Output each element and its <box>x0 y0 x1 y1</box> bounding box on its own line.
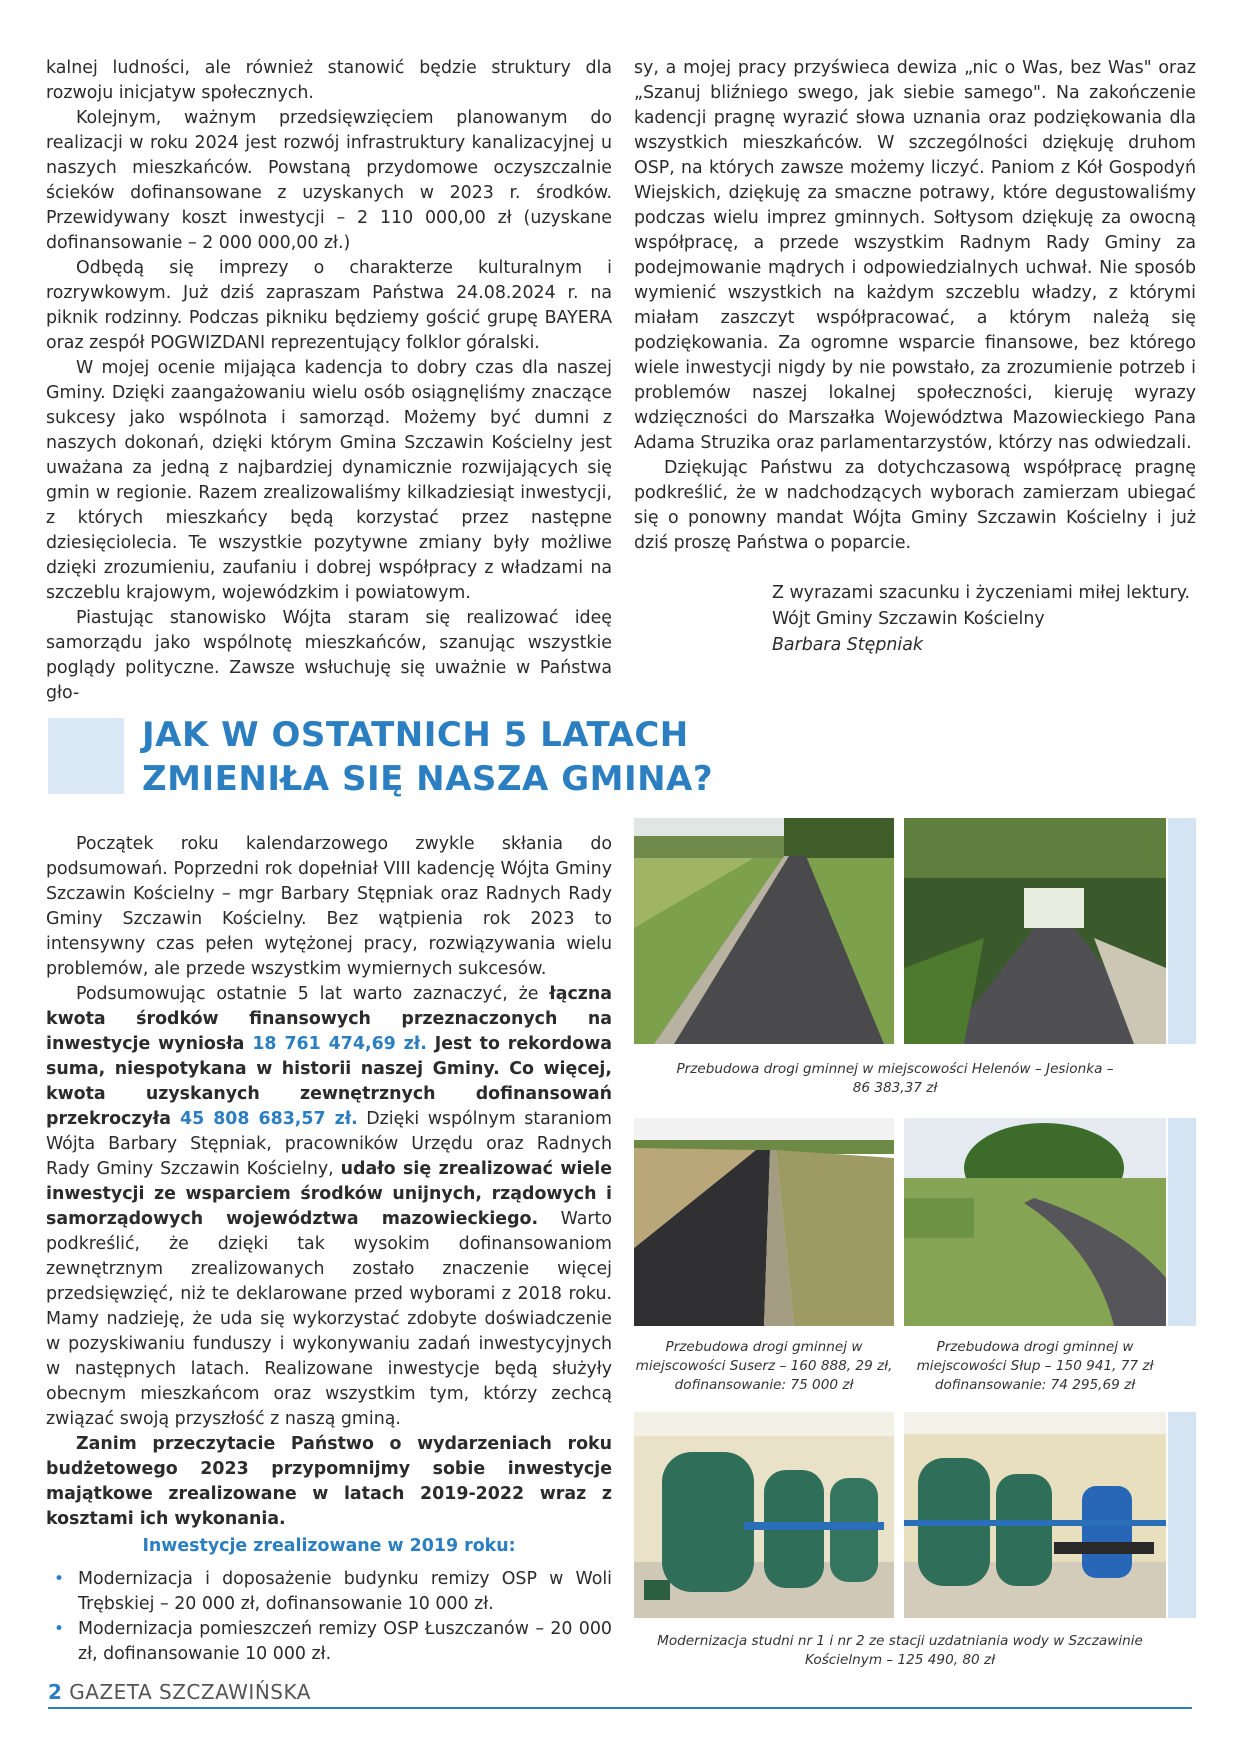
list-item: • Modernizacja i doposażenie budynku remizy OSP w Woli Trębskiej – 20 000 zł, dofinansowanie 10 000 zł. <box>46 1567 612 1617</box>
signature-greeting: Z wyrazami szacunku i życzeniami miłej lektury. <box>772 583 1191 603</box>
photo-stripe <box>1168 818 1196 1044</box>
photo-caption: Modernizacja studni nr 1 i nr 2 ze stacji uzdatniania wody w Szczawinie Kościelnym – 125 490, 80 zł <box>657 1633 1143 1668</box>
footer-divider <box>48 1707 1192 1709</box>
text: Podsumowując ostatnie 5 lat warto zaznaczyć, że <box>76 984 550 1004</box>
road-photo-helenow-2 <box>904 818 1166 1044</box>
road-photo-suserz <box>634 1118 894 1326</box>
road-photo-slup <box>904 1118 1166 1326</box>
text: Warto podkreślić, że dzięki tak wysokim dofinansowaniom zewnętrznym zrealizowanych zostało znaczenie więcej przedsięwzięć, niż te deklarowane przed wyborami z 2018 roku. Mamy nadzieję, że uda się wykorzystać zdobyte doświadczenie w pozyskiwaniu funduszy i wykonywaniu zadań inwestycyjnych w następnych latach. Realizowane inwestycje będą służyły obecnym mieszkańcom oraz wszystkim tym, którzy zechcą związać swoją przyszłość z naszą gminą. <box>46 1209 612 1429</box>
right-column-top <box>634 56 1196 556</box>
text: Dzięki wspólnym staraniom Wójta Barbary Stępniak, pracowników Urzędu oraz Radnych Rady Gminy Szczawin Kościelny, <box>46 1109 612 1179</box>
paragraph: Dziękując Państwu za dotychczasową współpracę pragnę podkreślić, że w nadchodzących wyborach zamierzam ubiegać się o ponowny mandat Wójta Gminy Szczawin Kościelny i już dziś proszę Państwa o poparcie. <box>634 458 1196 553</box>
photo-caption: Przebudowa drogi gminnej w miejscowości Suserz – 160 888, 29 zł, dofinansowanie: 75 000 zł <box>635 1339 893 1393</box>
paragraph: Odbędą się imprezy o charakterze kulturalnym i rozrywkowym. Już dziś zapraszam Państwa 24.08.2024 r. na piknik rodzinny. Podczas pikniku będziemy gościć grupę BAYERA oraz zespół POGWIZDANI reprezentujący folklor góralski. <box>46 258 612 353</box>
water-station-photo-1 <box>634 1412 894 1618</box>
paragraph: Piastując stanowisko Wójta staram się realizować ideę samorządu jako wspólnotę mieszkańców, szanując wszystkie poglądy polityczne. Zawsze wsłuchuję się uważnie w Państwa gło- <box>46 608 612 703</box>
road-image <box>904 1118 1166 1326</box>
paragraph: Kolejnym, ważnym przedsięwzięciem planowanym do realizacji w roku 2024 jest rozwój infrastruktury kanalizacyjnej u naszych mieszkańców. Powstaną przydomowe oczyszczalnie ścieków dofinansowane z uzyskanych w 2023 r. środków. Przewidywany koszt inwestycji – 2 110 000,00 zł (uzyskane dofinansowanie – 2 000 000,00 zł.) <box>46 108 612 253</box>
title-line: ZMIENIŁA SIĘ NASZA GMINA? <box>142 759 714 799</box>
amount-highlight: 18 761 474,69 zł. <box>252 1034 427 1054</box>
photo-stripe <box>1168 1118 1196 1326</box>
list-item: • Modernizacja pomieszczeń remizy OSP Łuszczanów – 20 000 zł, dofinansowanie 10 000 zł. <box>46 1617 612 1667</box>
paragraph: sy, a mojej pracy przyświeca dewiza „nic o Was, bez Was" oraz „Szanuj bliźniego swego, jak siebie samego". Na zakończenie kadencji pragnę wyrazić słowa uznania oraz podziękowania dla wszystkich mieszkańców. W szczególności dziękuję druhom OSP, na których zawsze możemy liczyć. Paniom z Kół Gospodyń Wiejskich, dziękuję za smaczne potrawy, które degustowaliśmy podczas wielu imprez gminnych. Sołtysom dziękuję za owocną współpracę, a przede wszystkim Radnym Rady Gminy za podejmowanie mądrych i odpowiedzialnych uchwał. Nie sposób wymienić wszystkich na każdym szczeblu władzy, z którymi miałam zaszczyt współpracować, a którym należą się podziękowania. Za ogromne wsparcie finansowe, bez którego wiele inwestycji nigdy by nie powstało, za zrozumienie potrzeb i problemów naszej lokalnej społeczności, kieruję wyrazy wdzięczności do Marszałka Województwa Mazowieckiego Pana Adama Struzika oraz parlamentarzystów, którzy nas odwiedzali. <box>634 58 1196 453</box>
title-decoration <box>48 718 124 794</box>
photo-stripe <box>1168 1412 1196 1618</box>
water-station-photo-2 <box>904 1412 1166 1618</box>
signature <box>772 580 1190 658</box>
title-line: JAK W OSTATNICH 5 LATACH <box>142 715 689 755</box>
subheading: Inwestycje zrealizowane w 2019 roku: <box>142 1536 516 1556</box>
signature-name: Barbara Stępniak <box>772 635 923 655</box>
signature-role: Wójt Gminy Szczawin Kościelny <box>772 609 1045 629</box>
investment-list <box>46 1567 612 1667</box>
bold-text: Jest to rekordowa suma, niespotykana w historii naszej Gminy. Co więcej, kwota uzyskanych zewnętrznych dofinansowań przekroczyła <box>46 1034 612 1129</box>
article-column <box>46 832 612 1667</box>
road-image <box>634 818 894 1044</box>
photo-caption: Przebudowa drogi gminnej w miejscowości Helenów – Jesionka – 86 383,37 zł <box>676 1061 1114 1096</box>
bold-text: udało się zrealizować wiele inwestycji ze wsparciem środków unijnych, rządowych i samorządowych województwa mazowieckiego. <box>46 1159 612 1229</box>
photo-caption: Przebudowa drogi gminnej w miejscowości Słup – 150 941, 77 zł dofinansowanie: 74 295,69 zł <box>916 1339 1154 1393</box>
water-tank-image <box>904 1412 1166 1618</box>
amount-highlight: 45 808 683,57 zł. <box>180 1109 358 1129</box>
left-column-top <box>46 56 612 706</box>
publication-name: GAZETA SZCZAWIŃSKA <box>69 1680 311 1704</box>
bold-text: łączna kwota środków finansowych przeznaczonych na inwestycje wyniosła <box>46 984 612 1054</box>
road-photo-helenow-1 <box>634 818 894 1044</box>
water-tank-image <box>634 1412 894 1618</box>
paragraph: W mojej ocenie mijająca kadencja to dobry czas dla naszej Gminy. Dzięki zaangażowaniu wielu osób osiągnęliśmy znaczące sukcesy jako wspólnota i samorząd. Możemy być dumni z naszych dokonań, dzięki którym Gmina Szczawin Kościelny jest uważana za jedną z najbardziej dynamicznie rozwijających się gmin w regionie. Razem zrealizowaliśmy kilkadziesiąt inwestycji, z których mieszkańcy będą korzystać przez następne dziesięciolecia. Te wszystkie pozytywne zmiany były możliwe dzięki zrozumieniu, zaufaniu i dobrej współpracy z władzami na szczeblu krajowym, wojewódzkim i powiatowym. <box>46 358 612 603</box>
page-footer <box>48 1680 311 1704</box>
paragraph: kalnej ludności, ale również stanowić będzie struktury dla rozwoju inicjatyw społecznych. <box>46 58 612 103</box>
paragraph: Początek roku kalendarzowego zwykle skłania do podsumowań. Poprzedni rok dopełniał VIII kadencję Wójta Gminy Szczawin Kościelny – mgr Barbary Stępniak oraz Radnych Rady Gminy Szczawin Kościelny. Bez wątpienia rok 2023 to intensywny czas pełen wytężonej pracy, rozwiązywania wielu problemów, ale przede wszystkim wymiernych sukcesów. <box>46 834 612 979</box>
paragraph <box>46 1432 612 1532</box>
bold-text: Zanim przeczytacie Państwo o wydarzeniach roku budżetowego 2023 przypomnijmy sobie inwestycje majątkowe zrealizowane w latach 2019-2022 wraz z kosztami ich wykonania. <box>46 1434 612 1529</box>
page-number: 2 <box>48 1680 63 1704</box>
road-image <box>904 818 1166 1044</box>
section-title <box>142 713 713 801</box>
road-image <box>634 1118 894 1326</box>
paragraph <box>46 982 612 1432</box>
